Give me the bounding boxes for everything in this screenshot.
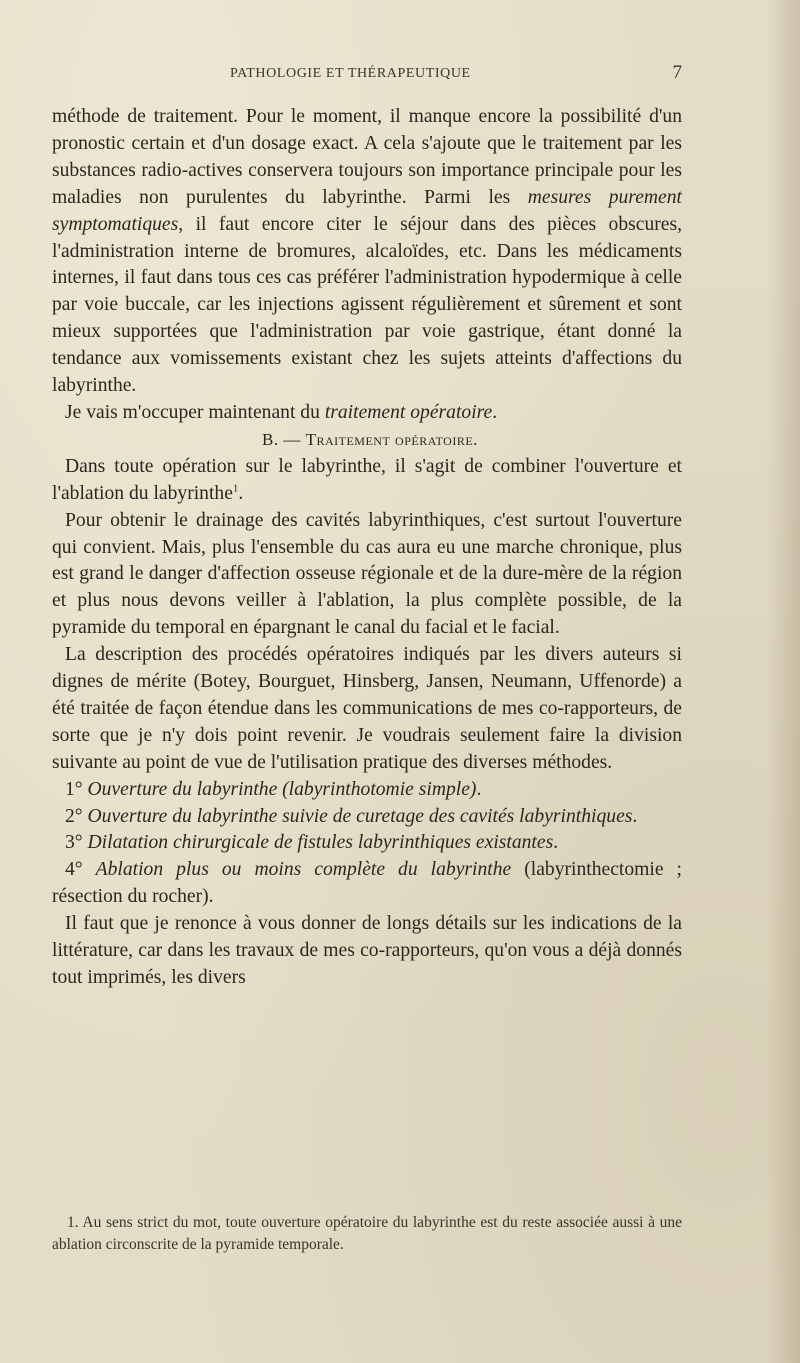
list-item: 2° Ouverture du labyrinthe suivie de curetage des cavités labyrinthiques. — [65, 805, 638, 827]
section-heading — [52, 427, 682, 454]
body-text — [52, 104, 682, 992]
emphasis-symptomatic: mesures purement symptomatiques — [52, 186, 682, 235]
list-item: 4° Ablation plus ou moins complète du labyrinthe (labyrinthectomie ; résection du rocher). — [52, 859, 682, 908]
paragraph-4: Pour obtenir le drainage des cavités labyrinthiques, c'est surtout l'ouverture qui convient. Mais, plus l'ensemble du cas aura eu une marche chronique, plus est grand le danger d'affection osseuse régionale et de la dure-mère de la région et plus nous devons veiller à l'ablation, la plus complète possible, de la pyramide du temporal en épargnant le canal du facial et le facial. — [52, 509, 682, 639]
paragraph-2: Je vais m'occuper maintenant du traitement opératoire. — [65, 401, 498, 423]
list-item: 3° Dilatation chirurgicale de fistules labyrinthiques existantes. — [65, 832, 559, 854]
footnote-text: 1. Au sens strict du mot, toute ouverture opératoire du labyrinthe est du reste associée aussi à une ablation circonscrite de la pyramide temporale. — [52, 1214, 682, 1253]
page-number: 7 — [672, 62, 682, 83]
section-title: Traitement opératoire. — [305, 429, 478, 449]
running-head: PATHOLOGIE ET THÉRAPEUTIQUE — [230, 66, 471, 81]
paragraph-6: Il faut que je renonce à vous donner de longs détails sur les indications de la littérature, car dans les travaux de mes co-rapporteurs, qu'on vous a déjà donnés tout imprimés, les divers — [52, 913, 682, 988]
paragraph-5: La description des procédés opératoires indiqués par les divers auteurs si dignes de mérite (Botey, Bourguet, Hinsberg, Jansen, Neumann, Uffenorde) a été traitée de façon étendue dans les communications de mes co-rapporteurs, de sorte que je n'y dois point revenir. Je voudrais seulement faire la division suivante au point de vue de l'utilisation pratique des diverses méthodes. — [52, 644, 682, 773]
footnote — [52, 1212, 682, 1255]
paragraph-1: méthode de traitement. Pour le moment, il manque encore la possibilité d'un pronostic certain et d'un dosage exact. A cela s'ajoute que le traitement par les substances radio-actives conservera toujours son importance principale pour les maladies non purulentes du labyrinthe. Parmi les mesures purement symptomatiques, il faut encore citer le séjour dans des pièces obscures, l'administration interne de bromures, alcaloïdes, etc. Dans les médicaments internes, il faut dans tous ces cas préférer l'administration hypodermique à celle par voie buccale, car les injections agissent régulièrement et sûrement et sont mieux supportées que l'administration par voie gastrique, étant donné la tendance aux vomissements existant chez les sujets atteints d'affections du labyrinthe. — [52, 106, 682, 397]
page-header — [52, 62, 692, 88]
footnote-ref: 1 — [232, 482, 239, 495]
paragraph-3: Dans toute opération sur le labyrinthe, il s'agit de combiner l'ouverture et l'ablation du labyrinthe$^1$. — [52, 455, 682, 504]
list-item: 1° Ouverture du labyrinthe (labyrinthotomie simple). — [65, 778, 482, 800]
emphasis-operative: traitement opératoire — [324, 401, 493, 423]
section-letter: B. — — [262, 429, 306, 449]
page-edge-shadow — [766, 0, 800, 1363]
